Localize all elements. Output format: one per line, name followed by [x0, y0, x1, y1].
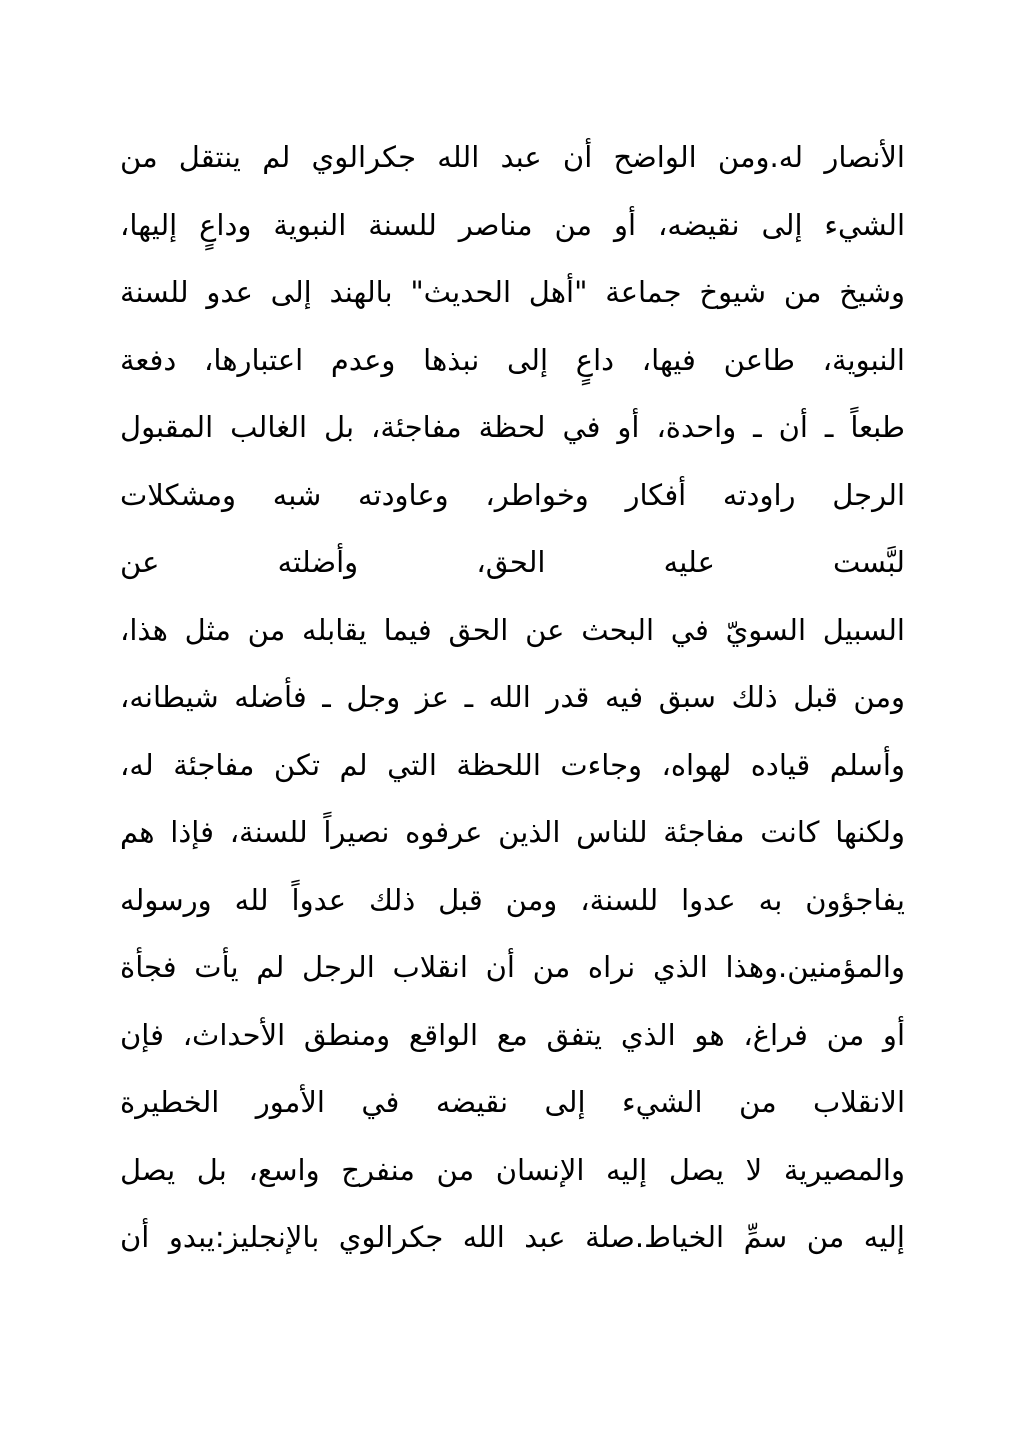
text-line: والمصيرية لا يصل إليه الإنسان من منفرج واسع، بل يصل — [120, 1152, 905, 1187]
text-line: إليه من سمِّ الخياط.صلة عبد الله جكرالوي بالإنجليز:يبدو أن — [120, 1220, 905, 1254]
text-line: لبَّست عليه الحق، وأضلته عن — [120, 545, 905, 579]
text-line: ومن قبل ذلك سبق فيه قدر الله ـ عز وجل ـ فأضله شيطانه، — [120, 680, 905, 714]
text-line: الانقلاب من الشيء إلى نقيضه في الأمور الخطيرة — [120, 1085, 905, 1119]
text-line: الأنصار له.ومن الواضح أن عبد الله جكرالوي لم ينتقل من — [120, 140, 905, 174]
text-line: طبعاً ـ أن ـ واحدة، أو في لحظة مفاجئة، بل الغالب المقبول — [120, 410, 905, 444]
text-line: والمؤمنين.وهذا الذي نراه من أن انقلاب الرجل لم يأت فجأة — [120, 950, 905, 984]
text-line: أو من فراغ، هو الذي يتفق مع الواقع ومنطق الأحداث، فإن — [120, 1017, 905, 1052]
body-text — [120, 124, 905, 1272]
text-line: السبيل السويّ في البحث عن الحق فيما يقابله من مثل هذا، — [120, 612, 905, 647]
text-line: النبوية، طاعن فيها، داعٍ إلى نبذها وعدم اعتبارها، دفعة — [120, 342, 905, 377]
text-line: وشيخ من شيوخ جماعة "أهل الحديث" بالهند إلى عدو للسنة — [120, 275, 905, 309]
text-line: الشيء إلى نقيضه، أو من مناصر للسنة النبوية وداعٍ إليها، — [120, 207, 905, 242]
text-line: وأسلم قياده لهواه، وجاءت اللحظة التي لم تكن مفاجئة له، — [120, 747, 905, 782]
text-line: ولكنها كانت مفاجئة للناس الذين عرفوه نصيراً للسنة، فإذا هم — [120, 815, 905, 849]
text-line: يفاجؤون به عدوا للسنة، ومن قبل ذلك عدواً لله ورسوله — [120, 882, 905, 917]
text-line: الرجل راودته أفكار وخواطر، وعاودته شبه ومشكلات — [120, 477, 905, 512]
